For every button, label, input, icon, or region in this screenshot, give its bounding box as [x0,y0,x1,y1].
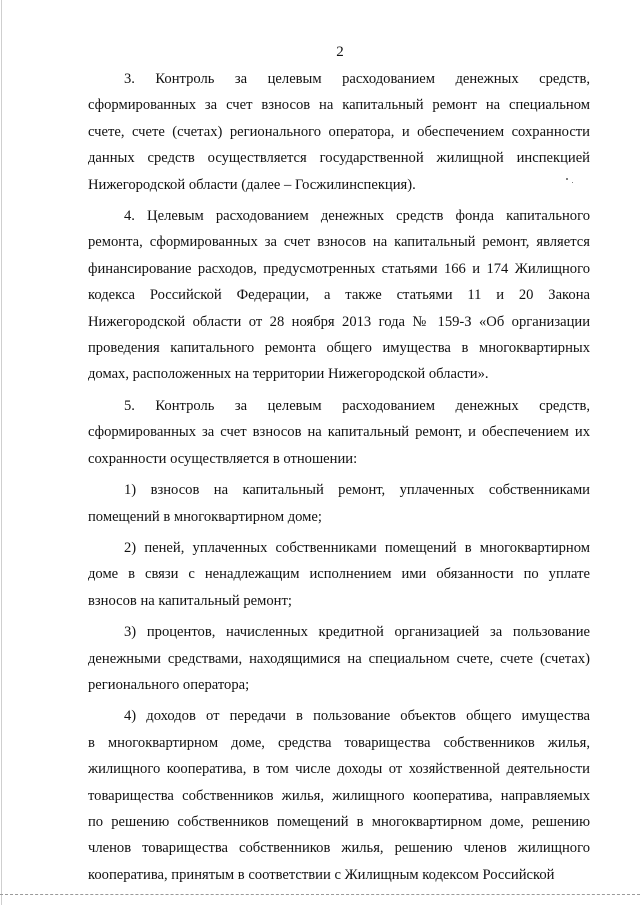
paragraph-1 [88,66,590,198]
text-line: помещений в многоквартирном доме; [88,508,322,525]
text-line: данных средств осуществляется государственной жилищной инспекцией [88,150,590,167]
text-line: членов товарищества собственников жилья, решению членов жилищного [88,840,590,857]
text-line: ремонта, сформированных за счет взносов на капитальный ремонт, является [88,234,590,251]
text-line: счете, счете (счетах) регионального оператора, и обеспечением сохранности [88,123,590,140]
text-line: кодекса Российской Федерации, а также статьями 11 и 20 Закона [88,287,590,304]
text-line: проведения капитального ремонта общего имущества в многоквартирных [88,340,590,357]
paragraph-2 [88,203,590,388]
paragraph-3 [88,393,590,472]
paragraph-4 [88,477,590,530]
text-line: 4. Целевым расходованием денежных средств фонда капитального [124,208,590,225]
text-line: по решению собственников помещений в многоквартирном доме, решению [88,813,590,830]
text-line: кооператива, принятым в соответствии с Жилищным кодексом Российской [88,866,555,883]
text-line: Нижегородской области (далее – Госжилинспекция). [88,176,416,193]
text-line: домах, расположенных на территории Нижегородской области». [88,366,489,383]
text-line: регионального оператора; [88,676,250,693]
text-line: сформированных за счет взносов на капитальный ремонт на специальном [88,97,590,114]
bottom-rule [0,894,640,895]
text-line: Нижегородской области от 28 ноября 2013 года № 159-З «Об организации [88,313,590,330]
text-line: доме в связи с ненадлежащим исполнением ими обязанности по уплате [88,566,590,583]
text-line: 3) процентов, начисленных кредитной организацией за пользование [124,624,590,641]
scan-edge [1,0,2,905]
text-line: 4) доходов от передачи в пользование объектов общего имущества [124,708,590,725]
text-line: денежными средствами, находящимися на специальном счете, счете (счетах) [88,650,590,667]
scan-speck [572,182,573,183]
paragraph-6 [88,619,590,698]
text-line: в многоквартирном доме, средства товарищества собственников жилья, [88,734,590,751]
text-line: 2) пеней, уплаченных собственниками помещений в многоквартирном [124,539,590,556]
text-line: финансирование расходов, предусмотренных статьями 166 и 174 Жилищного [88,260,590,277]
text-line: 1) взносов на капитальный ремонт, уплаченных собственниками [124,482,590,499]
page-number: 2 [336,44,344,60]
text-line: жилищного кооператива, в том числе доходы от хозяйственной деятельности [88,761,590,778]
text-line: сформированных за счет взносов на капитальный ремонт, и обеспечением их [88,424,590,441]
text-line: сохранности осуществляется в отношении: [88,450,358,467]
paragraph-7 [88,703,590,888]
text-line: 3. Контроль за целевым расходованием денежных средств, [124,71,590,87]
document-body [88,66,590,893]
text-line: товарищества собственников жилья, жилищного кооператива, направляемых [88,787,590,804]
paragraph-5 [88,535,590,614]
scan-speck [566,178,568,180]
text-line: взносов на капитальный ремонт; [88,592,292,609]
text-line: 5. Контроль за целевым расходованием денежных средств, [124,397,590,414]
